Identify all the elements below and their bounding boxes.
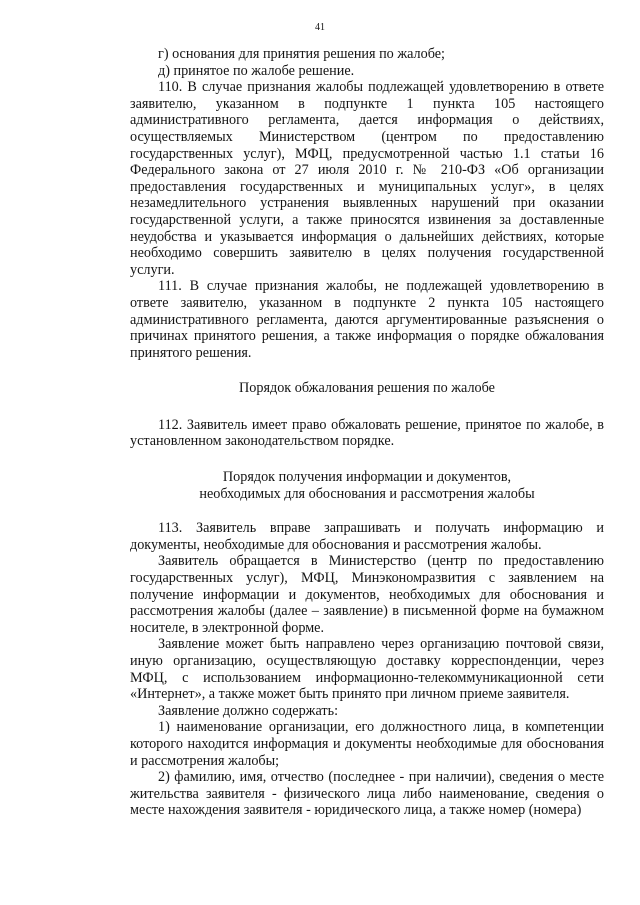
- paragraph-applicant-request: Заявитель обращается в Министерство (центр по предоставлению государственных услуг), МФЦ, Минэкономразвития с заявлением на получение информации и документов, необходимых для обоснования и рассмотрения жалобы (далее – заявление) в письменной форме на бумажном носителе, в электронной форме.: [130, 553, 604, 636]
- list-item-1: 1) наименование организации, его должностного лица, в компетенции которого находится информация и документы необходимые для обоснования и рассмотрения жалобы;: [130, 719, 604, 769]
- page-number: 41: [315, 22, 325, 33]
- paragraph-item-g: г) основания для принятия решения по жалобе;: [158, 46, 445, 62]
- section-heading-line-1: Порядок получения информации и документов,: [222, 469, 512, 486]
- list-item-2: 2) фамилию, имя, отчество (последнее - при наличии), сведения о месте жительства заявителя - физического лица либо наименование, сведения о месте нахождения заявителя - юридического лица, а также номер (номера): [130, 769, 604, 819]
- section-heading-line-2: необходимых для обоснования и рассмотрения жалобы: [199, 485, 535, 502]
- section-heading-appeal-procedure: Порядок обжалования решения по жалобе: [239, 380, 495, 397]
- paragraph-submission-methods: Заявление может быть направлено через организацию почтовой связи, иную организацию, осуществляющую доставку корреспонденции, через МФЦ, с использованием информационно-телекоммуникационной сети «Интернет», а также может быть принято при личном приеме заявителя.: [130, 636, 604, 703]
- paragraph-113: 113. Заявитель вправе запрашивать и получать информацию и документы, необходимые для обоснования и рассмотрения жалобы.: [130, 520, 604, 553]
- section-heading-obtaining-information: [130, 469, 604, 502]
- paragraph-application-contents: Заявление должно содержать:: [158, 702, 339, 719]
- paragraph-112: 112. Заявитель имеет право обжаловать решение, принятое по жалобе, в установленном законодательством порядке.: [130, 416, 604, 450]
- paragraph-item-d: д) принятое по жалобе решение.: [158, 62, 355, 79]
- page-content: [130, 0, 604, 819]
- paragraph-110: 110. В случае признания жалобы подлежащей удовлетворению в ответе заявителю, указанном в подпункте 1 пункта 105 настоящего административного регламента, дается информация о действиях, осуществляемых Министерством (центром по предоставлению государственных услуг), МФЦ, предусмотренной частью 1.1 статьи 16 Федерального закона от 27 июля 2010 г. № 210-ФЗ «Об организации предоставления государственных и муниципальных услуг», в целях незамедлительного устранения выявленных нарушений при оказании государственной услуги, а также приносятся извинения за доставленные неудобства и указывается информация о дальнейших действиях, которые необходимо совершить заявителю в целях получения государственной услуги.: [130, 79, 604, 278]
- paragraph-111: 111. В случае признания жалобы, не подлежащей удовлетворению в ответе заявителю, указанном в подпункте 2 пункта 105 настоящего административного регламента, даются аргументированные разъяснения о причинах принятого решения, а также информация о порядке обжалования принятого решения.: [130, 278, 604, 361]
